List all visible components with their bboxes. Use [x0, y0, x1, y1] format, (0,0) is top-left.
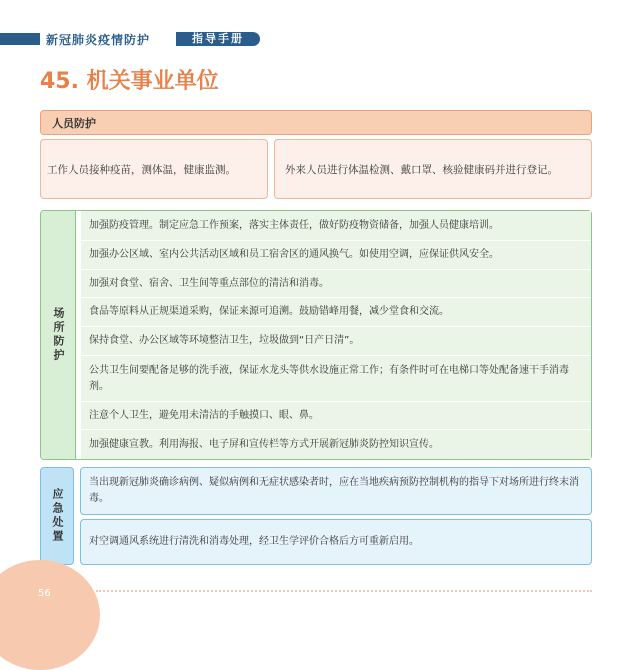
- header-accent-bar: [0, 33, 40, 45]
- site-protection-section: [40, 210, 592, 460]
- personal-protection-item: 外来人员进行体温检测、戴口罩、核验健康码并进行登记。: [274, 139, 592, 199]
- site-protection-list: [81, 211, 591, 459]
- list-item: 加强对食堂、宿舍、卫生间等重点部位的清洁和消毒。: [81, 270, 591, 298]
- personal-protection-heading-text: 人员防护: [52, 117, 96, 130]
- list-item: 食品等原料从正规渠道采购，保证来源可追溯。鼓励错峰用餐，减少堂食和交流。: [81, 298, 591, 327]
- emergency-label: 应急处置: [51, 488, 64, 544]
- list-item: 公共卫生间要配备足够的洗手液，保证水龙头等供水设施正常工作；有条件时可在电梯口等处配备速干手消毒剂。: [81, 356, 591, 402]
- page-number-badge: [0, 560, 100, 670]
- emergency-item: 当出现新冠肺炎确诊病例、疑似病例和无症状感染者时，应在当地疾病预防控制机构的指导下对场所进行终末消毒。: [80, 467, 592, 515]
- site-protection-label-box: [41, 211, 76, 459]
- emergency-section: [40, 467, 592, 565]
- site-protection-label: 场所防护: [52, 307, 65, 363]
- page-number: 56: [38, 588, 51, 599]
- list-item: 加强防疫管理。制定应急工作预案，落实主体责任，做好防疫物资储备，加强人员健康培训。: [81, 211, 591, 241]
- emergency-label-box: [40, 467, 74, 565]
- list-item: 加强健康宣教。利用海报、电子屏和宣传栏等方式开展新冠肺炎防控知识宣传。: [81, 430, 591, 459]
- list-item: 注意个人卫生，避免用未清洁的手触摸口、眼、鼻。: [81, 402, 591, 430]
- list-item: 加强办公区域、室内公共活动区域和员工宿舍区的通风换气。如使用空调，应保证供风安全。: [81, 241, 591, 270]
- footer-dotted-line: [96, 590, 592, 592]
- page-title: 45. 机关事业单位: [40, 69, 219, 94]
- header-title: 新冠肺炎疫情防护: [46, 33, 151, 47]
- emergency-item: 对空调通风系统进行清洗和消毒处理，经卫生学评价合格后方可重新启用。: [80, 519, 592, 565]
- header-tag: 指导手册: [176, 32, 260, 46]
- list-item: 保持食堂、办公区域等环境整洁卫生，垃圾做到“日产日清”。: [81, 327, 591, 356]
- personal-protection-heading: [40, 110, 592, 135]
- personal-protection-item: 工作人员接种疫苗，测体温，健康监测。: [40, 139, 268, 199]
